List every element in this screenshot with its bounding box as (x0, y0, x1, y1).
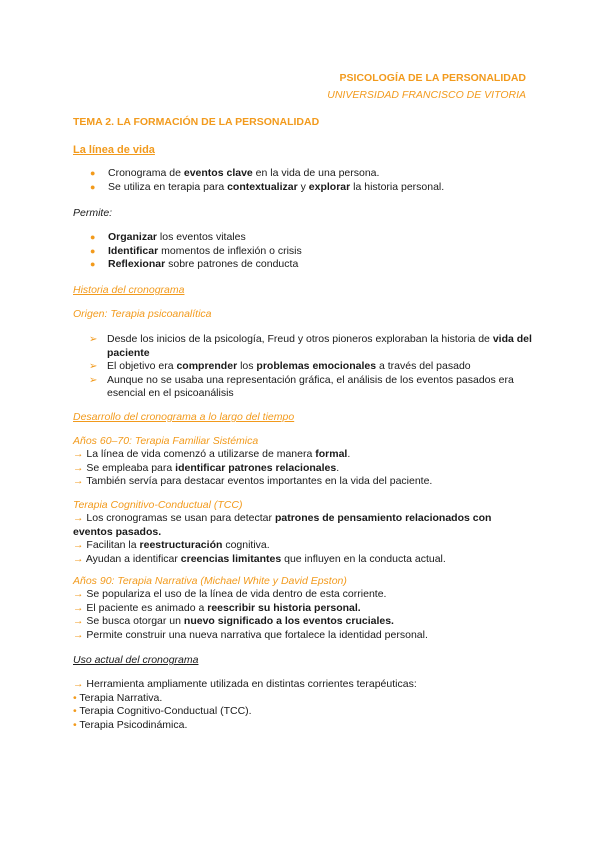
text-line: → Ayudan a identificar creencias limitantes que influyen en la conducta actual. (73, 552, 446, 565)
arrow-icon: → (73, 678, 84, 690)
block-sistemica (73, 448, 533, 489)
text-line: → Se busca otorgar un nuevo significado a los eventos cruciales. (73, 615, 394, 627)
list-item: ● Organizar los eventos vitales (90, 231, 246, 243)
text-line: → La línea de vida comenzó a utilizarse de manera formal. (73, 448, 351, 460)
small-bullet-icon: • (73, 718, 77, 731)
chevron-bullet-icon: ➢ (89, 374, 98, 386)
section-title-desarrollo: Desarrollo del cronograma a lo largo del tiempo (73, 411, 295, 423)
small-bullet-icon: • (73, 691, 77, 704)
list-item: ➢ El objetivo era comprender los problemas emocionales a través del pasado (89, 360, 471, 372)
list-item: ● Reflexionar sobre patrones de conducta (90, 258, 299, 270)
arrow-icon: → (73, 461, 84, 474)
list-item: • Terapia Cognitivo-Conductual (TCC). (73, 705, 252, 717)
origin-heading: Origen: Terapia psicoanalítica (73, 308, 212, 320)
text-line: → Herramienta ampliamente utilizada en distintas corrientes terapéuticas: (73, 678, 417, 690)
section-title-uso-actual: Uso actual del cronograma (73, 654, 199, 666)
block-narrativa (73, 588, 533, 642)
dot-bullet-icon: ● (90, 245, 96, 256)
text-line: → Se populariza el uso de la línea de vida dentro de esta corriente. (73, 588, 387, 600)
intro-bullet-list (73, 167, 533, 194)
section-title-historia: Historia del cronograma (73, 284, 185, 296)
arrow-icon: → (73, 539, 84, 551)
block-heading-sistemica: Años 60–70: Terapia Familiar Sistémica (73, 435, 259, 447)
arrow-icon: → (73, 601, 84, 614)
arrow-icon: → (73, 512, 84, 524)
block-tcc (73, 512, 533, 566)
arrow-icon: → (73, 448, 84, 460)
list-item: ➢ Desde los inicios de la psicología, Freud y otros pioneros exploraban la historia de vida del paciente (89, 333, 532, 359)
text-line: → También servía para destacar eventos importantes en la vida del paciente. (73, 475, 433, 487)
text-line: → El paciente es animado a reescribir su historia personal. (73, 601, 361, 614)
course-title: PSICOLOGÍA DE LA PERSONALIDAD (339, 72, 526, 84)
arrow-icon: → (73, 475, 84, 487)
dot-bullet-icon: ● (90, 232, 96, 242)
historia-list (73, 333, 533, 401)
list-item: ● Identificar momentos de inflexión o crisis (90, 244, 302, 257)
dot-bullet-icon: ● (90, 259, 96, 269)
list-item: ➢ Aunque no se usaba una representación gráfica, el análisis de los eventos pasados era esencial en el psicoanálisis (89, 373, 514, 399)
topic-title: TEMA 2. LA FORMACIÓN DE LA PERSONALIDAD (73, 116, 320, 128)
text-line: → Facilitan la reestructuración cognitiva. (73, 539, 270, 551)
dot-bullet-icon: ● (90, 181, 96, 192)
arrow-icon: → (73, 615, 84, 627)
text-line: → Los cronogramas se usan para detectar patrones de pensamiento relacionados con eventos pasados. (73, 512, 492, 538)
section-title-linea-de-vida: La línea de vida (73, 144, 155, 156)
list-item: • Terapia Psicodinámica. (73, 718, 188, 731)
list-item: • Terapia Narrativa. (73, 691, 163, 704)
arrow-icon: → (73, 628, 84, 641)
arrow-icon: → (73, 588, 84, 600)
list-item: ● Cronograma de eventos clave en la vida de una persona. (90, 167, 380, 179)
permite-list (73, 231, 533, 272)
university-name: UNIVERSIDAD FRANCISCO DE VITORIA (327, 89, 526, 101)
text-line: → Permite construir una nueva narrativa que fortalece la identidad personal. (73, 628, 428, 641)
permite-label: Permite: (73, 207, 113, 219)
block-heading-tcc: Terapia Cognitivo-Conductual (TCC) (73, 499, 243, 511)
uso-block (73, 678, 533, 732)
small-bullet-icon: • (73, 705, 77, 717)
text-line: → Se empleaba para identificar patrones relacionales. (73, 461, 340, 474)
list-item: ● Se utiliza en terapia para contextualizar y explorar la historia personal. (90, 180, 445, 193)
chevron-bullet-icon: ➢ (89, 334, 98, 345)
block-heading-narrativa: Años 90: Terapia Narrativa (Michael White y David Epston) (73, 575, 347, 587)
arrow-icon: → (73, 552, 84, 565)
chevron-bullet-icon: ➢ (89, 361, 98, 372)
dot-bullet-icon: ● (90, 168, 96, 178)
